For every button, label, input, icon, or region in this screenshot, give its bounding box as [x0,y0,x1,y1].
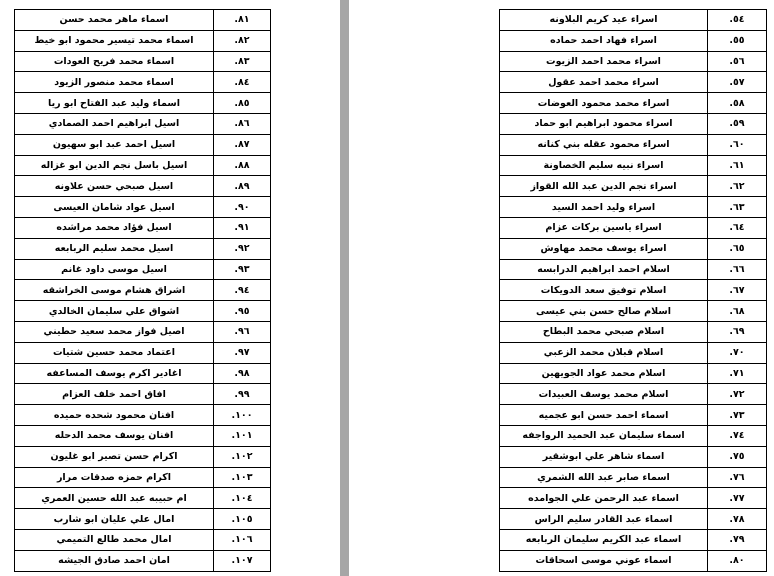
table-row [500,280,767,301]
student-name: اسماء شاهر علي ابوشقير [500,446,708,467]
student-name: اكرام حسن تصير ابو غليون [15,446,214,467]
student-name: اسماء عبد القادر سليم الراس [500,509,708,530]
table-row [15,280,271,301]
student-name: اسماء سليمان عبد الحميد الرواجفه [500,425,708,446]
table-row [15,72,271,93]
student-name: ام حبيبه عبد الله حسين العمري [15,488,214,509]
row-number: ٩٩. [214,384,271,405]
row-number: ٩٦. [214,321,271,342]
student-name: اغادير اكرم يوسف المساعفه [15,363,214,384]
student-name: اسيل موسى داود غانم [15,259,214,280]
student-name: افنان محمود شحده حميده [15,405,214,426]
table-row [15,488,271,509]
row-number: ٥٥. [708,30,767,51]
table-row [500,405,767,426]
student-name: اسلام محمد يوسف العبيدات [500,384,708,405]
row-number: ٧٩. [708,529,767,550]
table-row [15,509,271,530]
row-number: ٧٨. [708,509,767,530]
row-number: ١٠٥. [214,509,271,530]
student-name: اسماء صابر عبد الله الشمري [500,467,708,488]
row-number: ٧٣. [708,405,767,426]
row-number: ٦٦. [708,259,767,280]
row-number: ٦٧. [708,280,767,301]
table-row [500,384,767,405]
row-number: ٧٠. [708,342,767,363]
table-row [15,467,271,488]
table-row [15,342,271,363]
student-name: اسراء ياسين بركات عزام [500,217,708,238]
table-row [500,446,767,467]
row-number: ٩٣. [214,259,271,280]
table-row [500,550,767,571]
row-number: ٨١. [214,10,271,31]
row-number: ١٠٣. [214,467,271,488]
row-number: ١٠٤. [214,488,271,509]
table-row [15,301,271,322]
student-name: اسماء احمد حسن ابو عجميه [500,405,708,426]
table-row [15,363,271,384]
row-number: ٩٠. [214,197,271,218]
row-number: ٦٣. [708,197,767,218]
row-number: ٦٨. [708,301,767,322]
table-row [15,93,271,114]
row-number: ٨٤. [214,72,271,93]
student-name: اسراء يوسف محمد مهاوش [500,238,708,259]
row-number: ٨٨. [214,155,271,176]
table-row [15,155,271,176]
table-row [500,259,767,280]
row-number: ٩٨. [214,363,271,384]
right-page [349,0,774,576]
row-number: ١٠٦. [214,529,271,550]
row-number: ١٠٠. [214,405,271,426]
student-name: اسراء وليد احمد السيد [500,197,708,218]
table-row [15,321,271,342]
student-name: اسلام صالح حسن بني عيسى [500,301,708,322]
student-name: افنان يوسف محمد الدحله [15,425,214,446]
table-row [500,72,767,93]
row-number: ١٠٢. [214,446,271,467]
row-number: ٥٧. [708,72,767,93]
table-row [15,529,271,550]
student-name: امال محمد طالع التميمي [15,529,214,550]
student-name: اعتماد محمد حسين شتيات [15,342,214,363]
student-name: اسيل فؤاد محمد مراشده [15,217,214,238]
table-row [500,467,767,488]
student-name: اسراء محمد احمد عقول [500,72,708,93]
student-name: اسماء محمد منصور الزيود [15,72,214,93]
student-name: اسراء محمد احمد الزيوت [500,51,708,72]
student-name: اسيل عواد شامان العيسى [15,197,214,218]
table-row [500,113,767,134]
name-list-table-left [14,9,271,572]
row-number: ٧١. [708,363,767,384]
table-row [15,405,271,426]
table-row [15,113,271,134]
table-row [15,134,271,155]
student-name: اسيل محمد سليم الربابعه [15,238,214,259]
table-row [500,30,767,51]
student-name: اسيل احمد عبد ابو سهيون [15,134,214,155]
table-row [15,176,271,197]
row-number: ٨٦. [214,113,271,134]
row-number: ٩٤. [214,280,271,301]
row-number: ٩٥. [214,301,271,322]
table-row [15,446,271,467]
row-number: ٦٩. [708,321,767,342]
student-name: اسلام محمد عواد الجويهين [500,363,708,384]
row-number: ٧٤. [708,425,767,446]
row-number: ١٠٧. [214,550,271,571]
row-number: ٦٠. [708,134,767,155]
student-name: اسراء نجم الدين عبد الله القواز [500,176,708,197]
table-row [15,238,271,259]
student-name: اسماء ماهر محمد حسن [15,10,214,31]
student-name: اسماء عبد الرحمن علي الجوامده [500,488,708,509]
student-name: اسماء محمد تيسير محمود ابو خيط [15,30,214,51]
table-row [500,217,767,238]
student-name: اسراء فهاد احمد حماده [500,30,708,51]
row-number: ٩١. [214,217,271,238]
page-gutter [340,0,349,576]
student-name: اسماء محمد فريح العودات [15,51,214,72]
row-number: ٩٧. [214,342,271,363]
student-name: اسماء وليد عبد الفتاح ابو ريا [15,93,214,114]
row-number: ٦٥. [708,238,767,259]
table-row [500,529,767,550]
table-row [500,342,767,363]
table-row [500,363,767,384]
table-row [15,51,271,72]
row-number: ٨٥. [214,93,271,114]
row-number: ٦٤. [708,217,767,238]
row-number: ٧٥. [708,446,767,467]
row-number: ٥٨. [708,93,767,114]
table-row [15,550,271,571]
row-number: ٨٧. [214,134,271,155]
row-number: ٥٩. [708,113,767,134]
student-name: اشراق هشام موسى الخراشقه [15,280,214,301]
table-row [500,197,767,218]
row-number: ٨٣. [214,51,271,72]
row-number: ٥٦. [708,51,767,72]
row-number: ٦٢. [708,176,767,197]
student-name: اصيل فواز محمد سعيد حطيني [15,321,214,342]
table-row [500,134,767,155]
table-row [500,51,767,72]
table-row [500,10,767,31]
table-row [500,509,767,530]
left-page [0,0,340,576]
student-name: اسماء عوني موسى اسحاقات [500,550,708,571]
student-name: اسلام صبحي محمد البطاح [500,321,708,342]
student-name: اسراء نبيه سليم الخصاونة [500,155,708,176]
student-name: اسلام توفيق سعد الدويكات [500,280,708,301]
table-row [500,425,767,446]
table-row [500,238,767,259]
row-number: ٧٦. [708,467,767,488]
table-row [15,30,271,51]
row-number: ٧٢. [708,384,767,405]
student-name: افاق احمد خلف العزام [15,384,214,405]
row-number: ٩٢. [214,238,271,259]
table-row [15,384,271,405]
student-name: اسراء محمود ابراهيم ابو حماد [500,113,708,134]
student-name: امال علي عليان ابو شارب [15,509,214,530]
table-row [500,93,767,114]
table-row [500,176,767,197]
row-number: ٨٢. [214,30,271,51]
table-row [500,155,767,176]
row-number: ٨٩. [214,176,271,197]
student-name: اسراء عيد كريم البلاونه [500,10,708,31]
table-row [15,425,271,446]
student-name: امان احمد صادق الجيشه [15,550,214,571]
student-name: اسماء عبد الكريم سليمان الربابعه [500,529,708,550]
student-name: اكرام حمزه صدقات مرار [15,467,214,488]
student-name: اسراء محمد محمود العوضات [500,93,708,114]
table-row [15,10,271,31]
table-row [500,488,767,509]
table-row [500,321,767,342]
student-name: اسيل صبحي حسن علاونه [15,176,214,197]
row-number: ٦١. [708,155,767,176]
table-row [500,301,767,322]
row-number: ١٠١. [214,425,271,446]
student-name: اسيل باسل نجم الدين ابو غزاله [15,155,214,176]
row-number: ٥٤. [708,10,767,31]
table-row [15,197,271,218]
table-row [15,217,271,238]
name-list-table-right [499,9,767,572]
student-name: اشواق علي سليمان الخالدي [15,301,214,322]
student-name: اسلام احمد ابراهيم الدرابسه [500,259,708,280]
table-row [15,259,271,280]
row-number: ٧٧. [708,488,767,509]
student-name: اسراء محمود عقله بني كنانه [500,134,708,155]
student-name: اسيل ابراهيم احمد الصمادي [15,113,214,134]
row-number: ٨٠. [708,550,767,571]
student-name: اسلام قبلان محمد الزعبي [500,342,708,363]
